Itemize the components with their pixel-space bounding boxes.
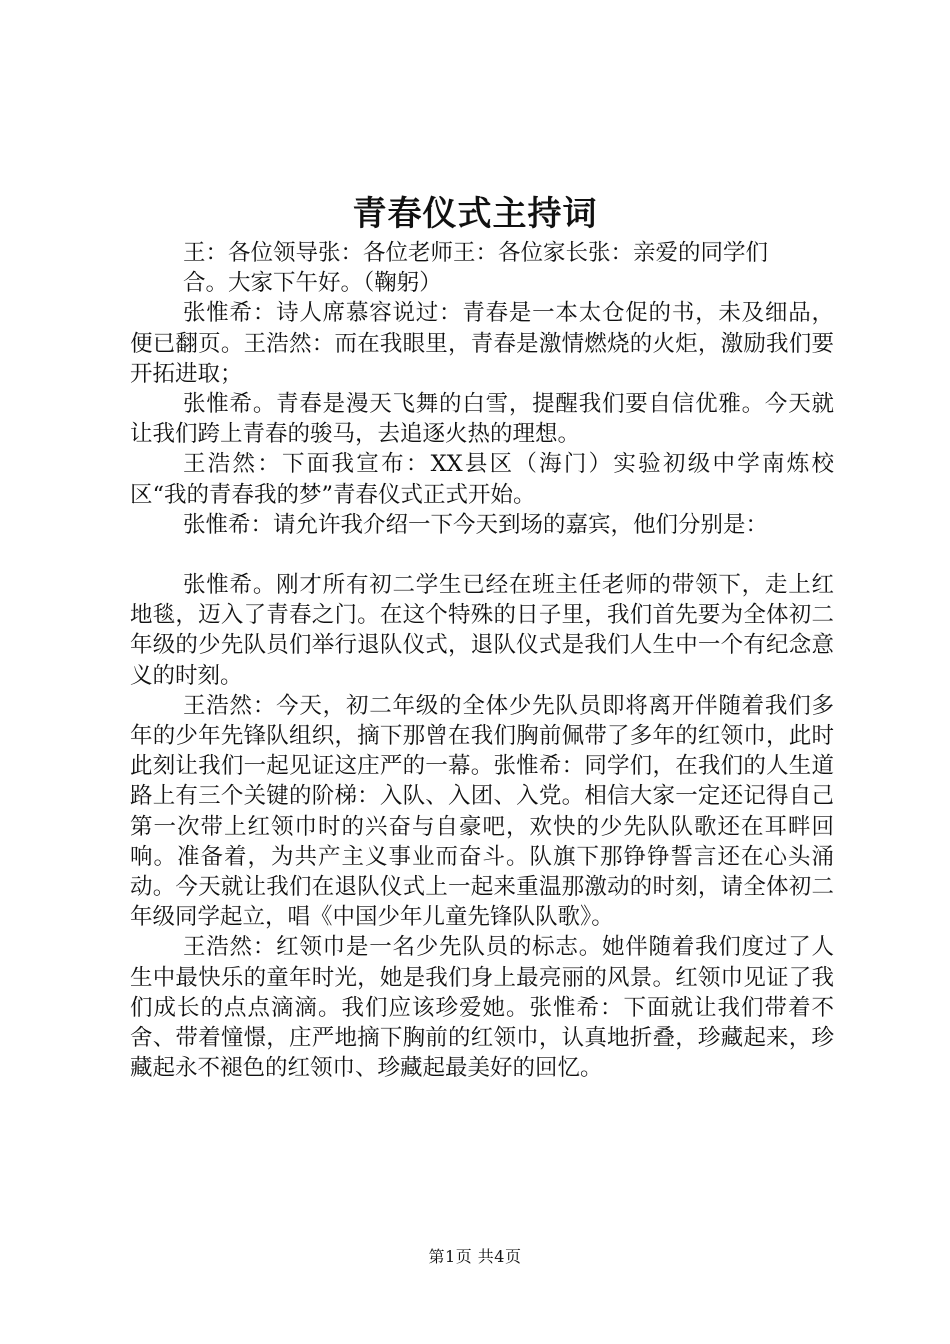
document-body bbox=[130, 238, 834, 1083]
page-footer: 第1页 共4页 bbox=[428, 1247, 522, 1266]
document-title: 青春仪式主持词 bbox=[352, 194, 598, 234]
blank-line bbox=[130, 540, 834, 570]
paragraph-poem: 张惟希：诗人席慕容说过：青春是一本太仓促的书，未及细品，便已翻页。王浩然：而在我眼里，青春是激情燃烧的火炬，激励我们要开拓进取； bbox=[130, 300, 834, 387]
paragraph-greeting: 王：各位领导张：各位老师王：各位家长张：亲爱的同学们 bbox=[183, 240, 769, 266]
paragraph-guests: 张惟希：请允许我介绍一下今天到场的嘉宾，他们分别是： bbox=[183, 511, 769, 538]
paragraph-snow: 张惟希。青春是漫天飞舞的白雪，提醒我们要自信优雅。今天就让我们跨上青春的骏马，去追逐火热的理想。 bbox=[130, 391, 834, 448]
paragraph-ceremony: 张惟希。刚才所有初二学生已经在班主任老师的带领下，走上红地毯，迈入了青春之门。在这个特殊的日子里，我们首先要为全体初二年级的少先队员们举行退队仪式，退队仪式是我们人生中一个有纪念意义的时刻。 bbox=[130, 572, 834, 689]
paragraph-announce: 王浩然：下面我宣布：XX县区（海门）实验初级中学南炼校区“我的青春我的梦”青春仪式正式开始。 bbox=[130, 451, 834, 508]
paragraph-farewell: 王浩然：今天，初二年级的全体少先队员即将离开伴随着我们多年的少年先锋队组织，摘下那曾在我们胸前佩带了多年的红领巾，此时此刻让我们一起见证这庄严的一幕。张惟希：同学们，在我们的人生道路上有三个关键的阶梯：入队、入团、入党。相信大家一定还记得自己第一次带上红领巾时的兴奋与自豪吧，欢快的少先队队歌还在耳畔回响。准备着，为共产主义事业而奋斗。队旗下那铮铮誓言还在心头涌动。今天就让我们在退队仪式上一起来重温那激动的时刻，请全体初二年级同学起立，唱《中国少年儿童先锋队队歌》。 bbox=[130, 692, 834, 931]
paragraph-scarf: 王浩然：红领巾是一名少先队员的标志。她伴随着我们度过了人生中最快乐的童年时光，她是我们身上最亮丽的风景。红领巾见证了我们成长的点点滴滴。我们应该珍爱她。张惟希：下面就让我们带着不舍、带着憧憬，庄严地摘下胸前的红领巾，认真地折叠，珍藏起来，珍藏起永不褪色的红领巾、珍藏起最美好的回忆。 bbox=[130, 934, 834, 1082]
paragraph-hello: 合。大家下午好。（鞠躬） bbox=[183, 270, 442, 297]
